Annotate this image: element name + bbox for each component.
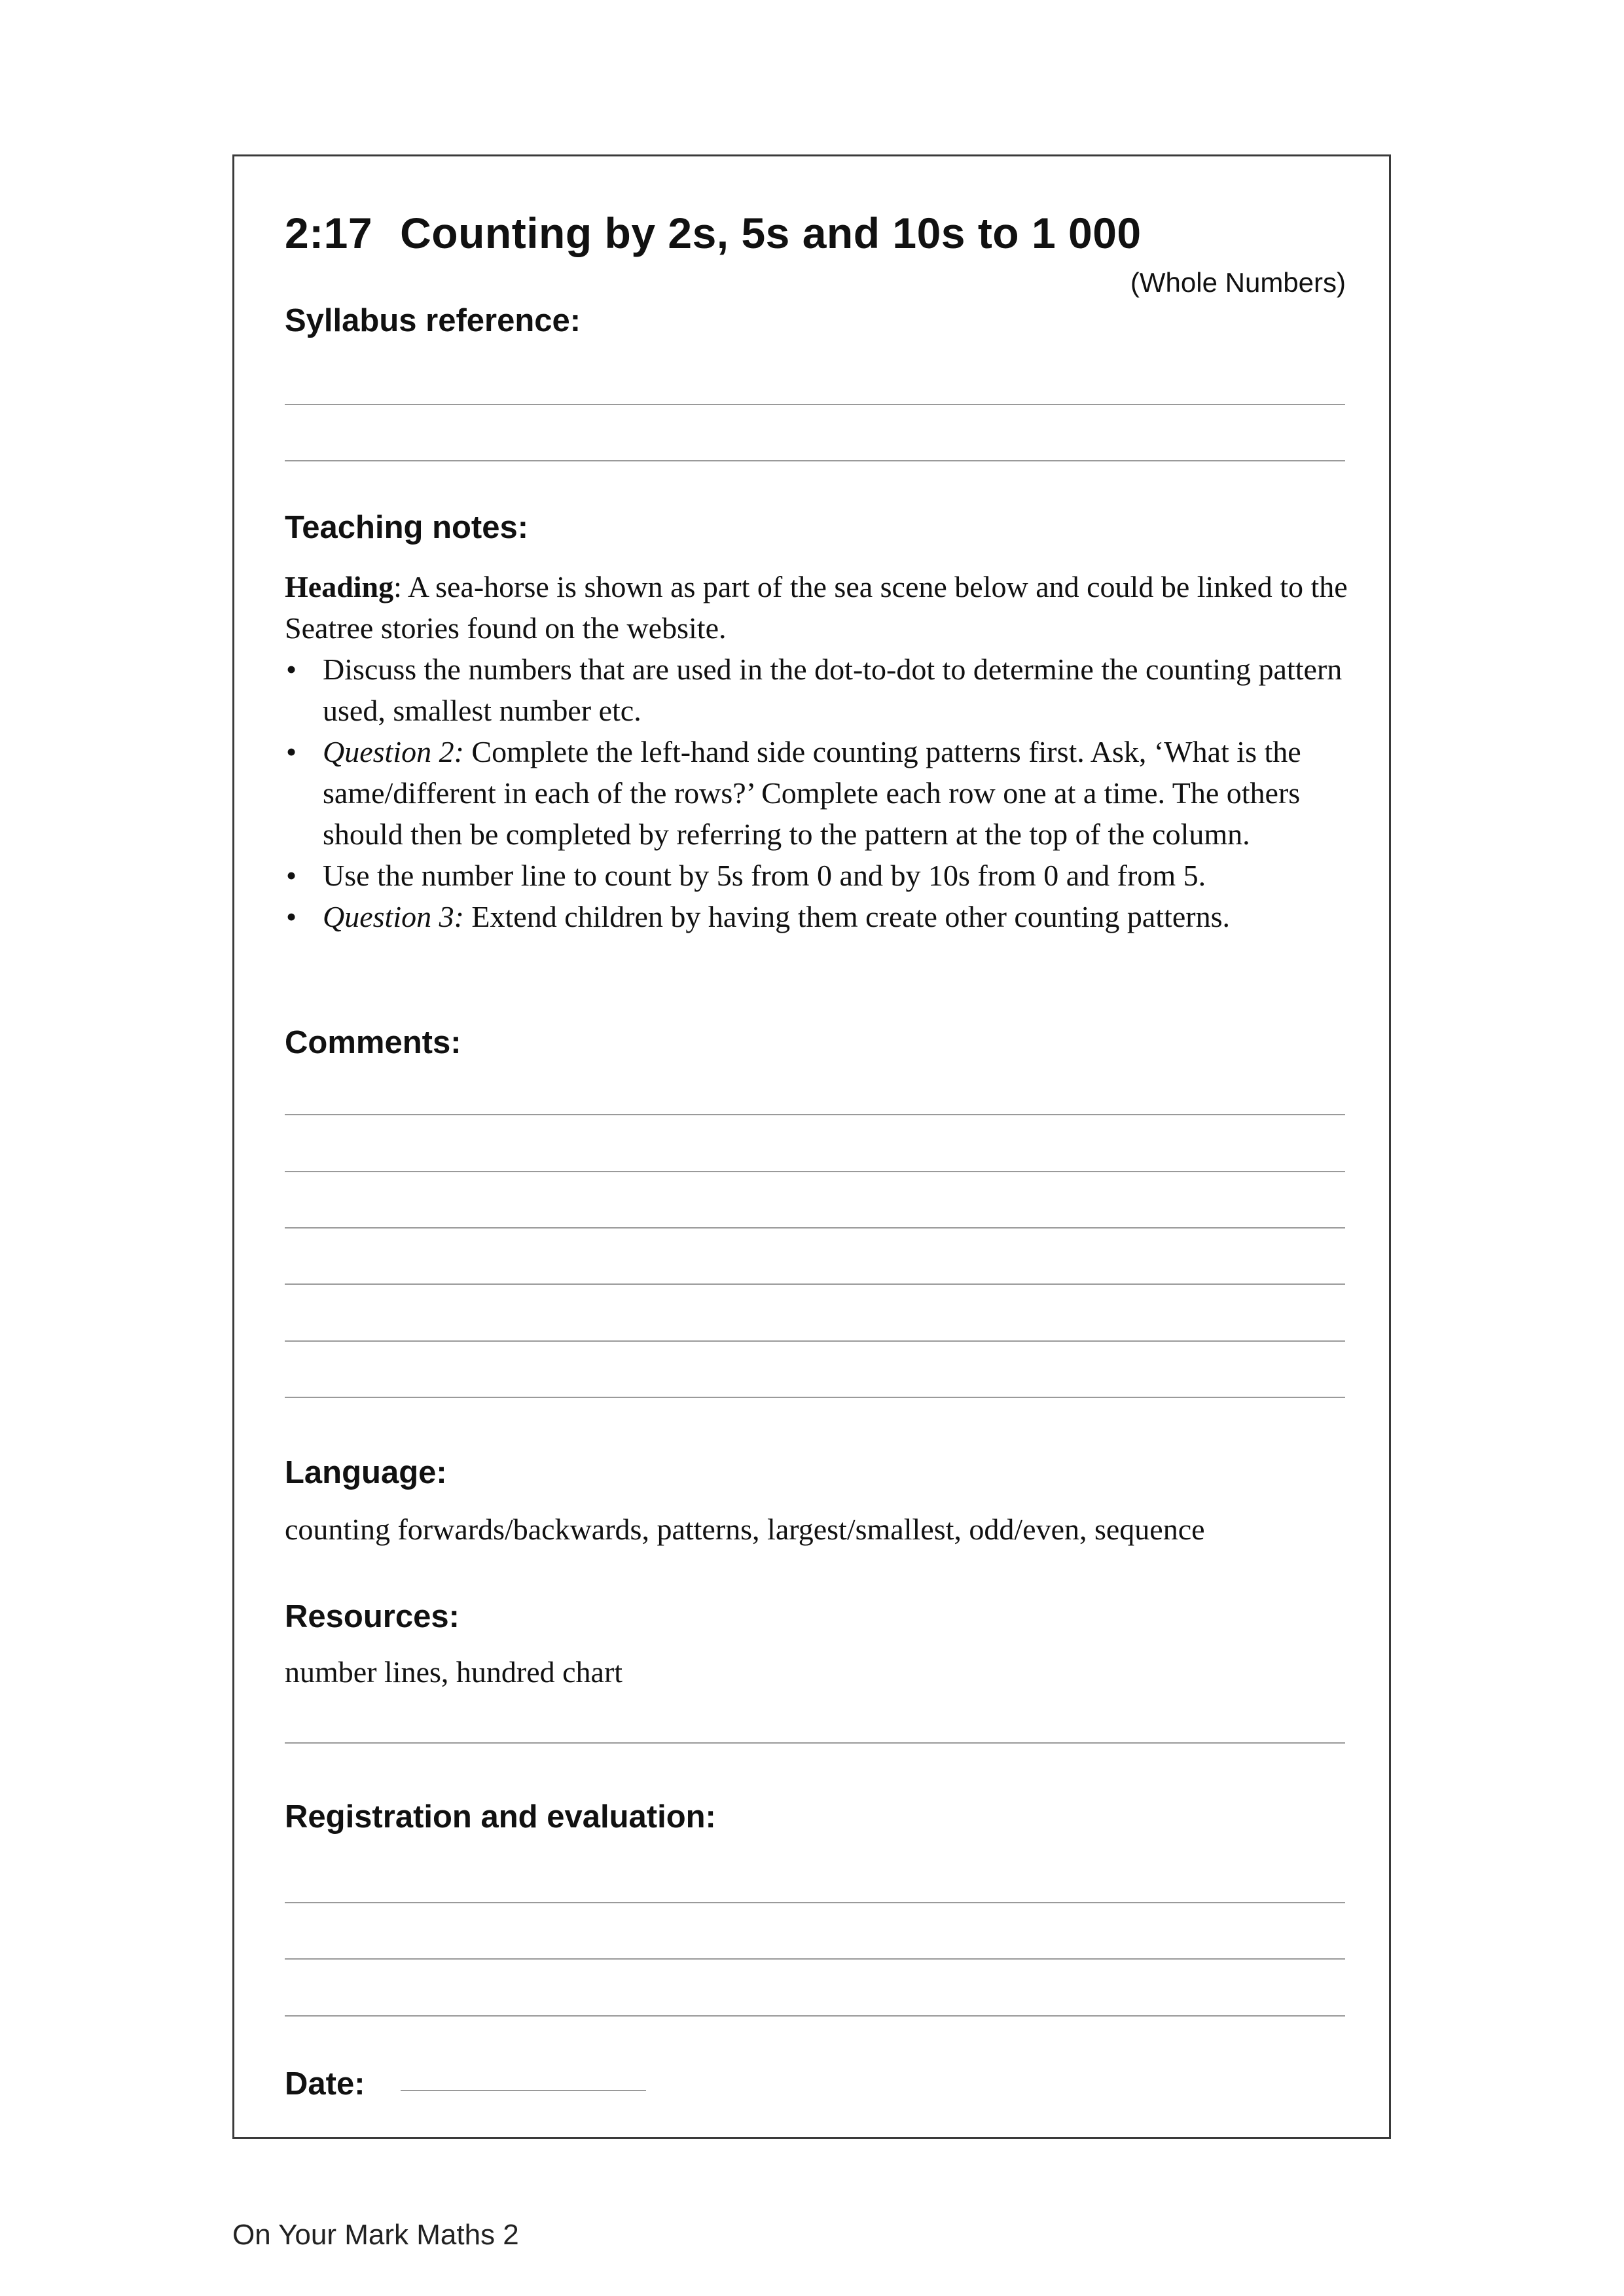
bullet-italic: Question 3: [323, 900, 464, 933]
comments-line[interactable] [285, 1340, 1345, 1342]
language-text: counting forwards/backwards, patterns, largest/smallest, odd/even, sequence [285, 1513, 1205, 1546]
list-item [285, 855, 1348, 896]
date-label: Date: [285, 2066, 365, 2102]
syllabus-line[interactable] [285, 404, 1345, 405]
intro-bold: Heading [285, 570, 394, 603]
teaching-notes-intro [285, 566, 1348, 649]
registration-line[interactable] [285, 2015, 1345, 2017]
bullet-icon: • [286, 735, 297, 768]
page-frame [232, 154, 1391, 2139]
resources-text: number lines, hundred chart [285, 1655, 623, 1689]
teaching-notes-heading: Teaching notes: [285, 510, 529, 545]
registration-line[interactable] [285, 1902, 1345, 1903]
comments-line[interactable] [285, 1283, 1345, 1285]
registration-heading: Registration and evaluation: [285, 1799, 716, 1835]
comments-heading: Comments: [285, 1025, 461, 1060]
language-heading: Language: [285, 1455, 447, 1490]
list-item [285, 896, 1348, 937]
resources-heading: Resources: [285, 1599, 460, 1634]
bullet-text: Complete the left-hand side counting patterns first. Ask, ‘What is the same/different in each of the rows?’ Complete each row one at a time. The others should then be completed by referring to the pattern at the top of the column. [323, 735, 1301, 851]
resources-line[interactable] [285, 1742, 1345, 1744]
footer-text: On Your Mark Maths 2 [232, 2219, 519, 2251]
teaching-notes-body [285, 566, 1348, 937]
lesson-number: 2:17 [285, 209, 373, 257]
list-item [285, 649, 1348, 731]
syllabus-heading: Syllabus reference: [285, 303, 581, 338]
comments-line[interactable] [285, 1397, 1345, 1398]
bullet-icon: • [286, 859, 297, 892]
intro-text: : A sea-horse is shown as part of the sea scene below and could be linked to the Seatree stories found on the website. [285, 570, 1348, 645]
teaching-notes-list [285, 649, 1348, 937]
strand-label: (Whole Numbers) [1130, 267, 1346, 298]
bullet-text: Discuss the numbers that are used in the dot-to-dot to determine the counting pattern used, smallest number etc. [323, 653, 1343, 727]
comments-line[interactable] [285, 1114, 1345, 1115]
syllabus-line[interactable] [285, 460, 1345, 461]
list-item [285, 731, 1348, 855]
registration-line[interactable] [285, 1958, 1345, 1960]
bullet-icon: • [286, 900, 297, 933]
bullet-text: Extend children by having them create other counting patterns. [463, 900, 1230, 933]
page-title [285, 208, 1142, 258]
bullet-italic: Question 2: [323, 735, 464, 768]
lesson-title: Counting by 2s, 5s and 10s to 1 000 [400, 209, 1142, 257]
comments-line[interactable] [285, 1171, 1345, 1172]
bullet-text: Use the number line to count by 5s from 0 and by 10s from 0 and from 5. [323, 859, 1206, 892]
comments-line[interactable] [285, 1227, 1345, 1229]
date-line[interactable] [401, 2090, 646, 2091]
bullet-icon: • [286, 653, 297, 686]
